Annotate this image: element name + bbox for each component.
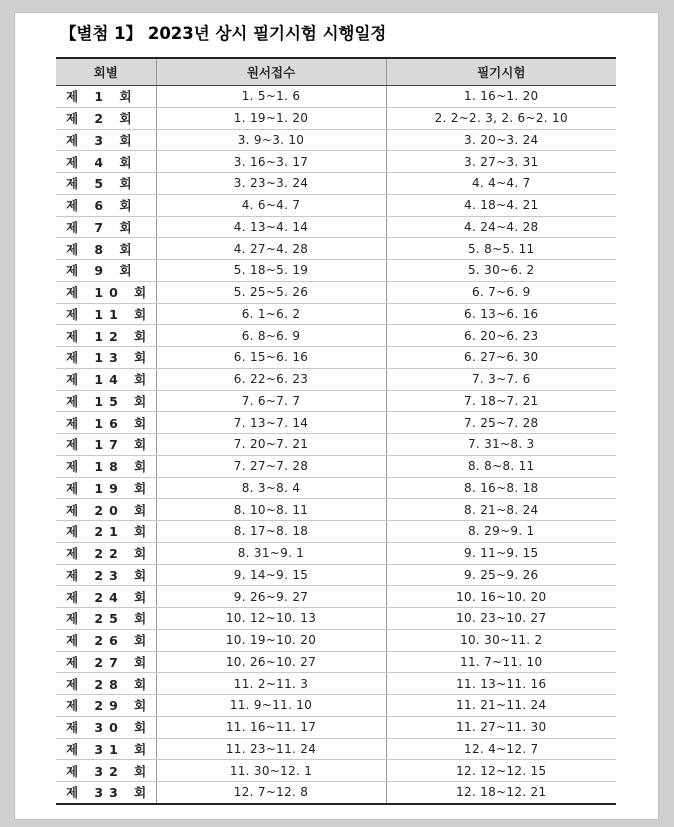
round-cell: 제 5 회 [56,173,156,195]
exam-date-cell: 3. 20~3. 24 [386,129,616,151]
application-date-cell: 6. 22~6. 23 [156,368,386,390]
round-cell: 제 22 회 [56,542,156,564]
exam-date-cell: 6. 7~6. 9 [386,281,616,303]
table-row [56,325,616,347]
application-date-cell: 5. 18~5. 19 [156,260,386,282]
round-cell: 제 14 회 [56,368,156,390]
exam-date-cell: 8. 8~8. 11 [386,455,616,477]
table-row [56,542,616,564]
table-row [56,695,616,717]
exam-date-cell: 10. 23~10. 27 [386,608,616,630]
round-cell: 제 16 회 [56,412,156,434]
table-row [56,608,616,630]
application-date-cell: 6. 1~6. 2 [156,303,386,325]
round-cell: 제 2 회 [56,107,156,129]
exam-date-cell: 12. 18~12. 21 [386,782,616,804]
round-cell: 제 31 회 [56,738,156,760]
application-date-cell: 3. 23~3. 24 [156,173,386,195]
table-header-row [56,58,616,86]
round-cell: 제 18 회 [56,455,156,477]
application-date-cell: 9. 14~9. 15 [156,564,386,586]
round-cell: 제 20 회 [56,499,156,521]
application-date-cell: 11. 9~11. 10 [156,695,386,717]
exam-date-cell: 10. 16~10. 20 [386,586,616,608]
round-cell: 제 6 회 [56,194,156,216]
round-cell: 제 29 회 [56,695,156,717]
application-date-cell: 5. 25~5. 26 [156,281,386,303]
table-row [56,564,616,586]
application-date-cell: 7. 13~7. 14 [156,412,386,434]
round-cell: 제 33 회 [56,782,156,804]
table-row [56,216,616,238]
round-cell: 제 12 회 [56,325,156,347]
table-row [56,86,616,108]
table-row [56,673,616,695]
round-cell: 제 1 회 [56,86,156,108]
round-cell: 제 27 회 [56,651,156,673]
exam-schedule-table [56,57,616,805]
table-row [56,782,616,804]
exam-date-cell: 11. 21~11. 24 [386,695,616,717]
round-cell: 제 4 회 [56,151,156,173]
table-row [56,477,616,499]
application-date-cell: 10. 26~10. 27 [156,651,386,673]
exam-date-cell: 7. 3~7. 6 [386,368,616,390]
table-row [56,194,616,216]
header-application: 원서접수 [156,58,386,86]
header-exam: 필기시험 [386,58,616,86]
table-row [56,434,616,456]
application-date-cell: 8. 17~8. 18 [156,521,386,543]
round-cell: 제 24 회 [56,586,156,608]
round-cell: 제 7 회 [56,216,156,238]
application-date-cell: 4. 13~4. 14 [156,216,386,238]
exam-date-cell: 3. 27~3. 31 [386,151,616,173]
exam-date-cell: 1. 16~1. 20 [386,86,616,108]
document-title: 【별첨 1】 2023년 상시 필기시험 시행일정 [60,24,387,43]
table-row [56,760,616,782]
exam-date-cell: 7. 18~7. 21 [386,390,616,412]
header-round: 회별 [56,58,156,86]
table-row [56,412,616,434]
application-date-cell: 4. 27~4. 28 [156,238,386,260]
application-date-cell: 11. 30~12. 1 [156,760,386,782]
round-cell: 제 3 회 [56,129,156,151]
application-date-cell: 7. 27~7. 28 [156,455,386,477]
exam-date-cell: 6. 20~6. 23 [386,325,616,347]
application-date-cell: 8. 31~9. 1 [156,542,386,564]
application-date-cell: 6. 15~6. 16 [156,347,386,369]
exam-date-cell: 6. 27~6. 30 [386,347,616,369]
round-cell: 제 32 회 [56,760,156,782]
exam-date-cell: 11. 7~11. 10 [386,651,616,673]
application-date-cell: 1. 5~1. 6 [156,86,386,108]
application-date-cell: 9. 26~9. 27 [156,586,386,608]
exam-date-cell: 11. 13~11. 16 [386,673,616,695]
table-body [56,86,616,804]
application-date-cell: 3. 16~3. 17 [156,151,386,173]
exam-date-cell: 4. 4~4. 7 [386,173,616,195]
round-cell: 제 30 회 [56,716,156,738]
round-cell: 제 26 회 [56,629,156,651]
table-row [56,390,616,412]
exam-date-cell: 10. 30~11. 2 [386,629,616,651]
exam-date-cell: 5. 8~5. 11 [386,238,616,260]
application-date-cell: 11. 2~11. 3 [156,673,386,695]
round-cell: 제 23 회 [56,564,156,586]
exam-date-cell: 12. 12~12. 15 [386,760,616,782]
round-cell: 제 10 회 [56,281,156,303]
table-row [56,151,616,173]
exam-date-cell: 6. 13~6. 16 [386,303,616,325]
application-date-cell: 3. 9~3. 10 [156,129,386,151]
table-row [56,455,616,477]
table-row [56,107,616,129]
application-date-cell: 8. 10~8. 11 [156,499,386,521]
table-row [56,586,616,608]
round-cell: 제 15 회 [56,390,156,412]
table-row [56,716,616,738]
application-date-cell: 8. 3~8. 4 [156,477,386,499]
table-row [56,368,616,390]
exam-date-cell: 8. 21~8. 24 [386,499,616,521]
exam-date-cell: 12. 4~12. 7 [386,738,616,760]
round-cell: 제 8 회 [56,238,156,260]
application-date-cell: 4. 6~4. 7 [156,194,386,216]
application-date-cell: 12. 7~12. 8 [156,782,386,804]
exam-date-cell: 8. 16~8. 18 [386,477,616,499]
table-row [56,260,616,282]
table-row [56,738,616,760]
exam-date-cell: 11. 27~11. 30 [386,716,616,738]
round-cell: 제 19 회 [56,477,156,499]
exam-date-cell: 9. 11~9. 15 [386,542,616,564]
table-row [56,629,616,651]
round-cell: 제 17 회 [56,434,156,456]
exam-date-cell: 4. 24~4. 28 [386,216,616,238]
round-cell: 제 11 회 [56,303,156,325]
application-date-cell: 11. 16~11. 17 [156,716,386,738]
round-cell: 제 13 회 [56,347,156,369]
table-row [56,303,616,325]
table-row [56,651,616,673]
table-row [56,238,616,260]
application-date-cell: 7. 6~7. 7 [156,390,386,412]
exam-date-cell: 7. 31~8. 3 [386,434,616,456]
table-row [56,173,616,195]
round-cell: 제 28 회 [56,673,156,695]
exam-date-cell: 2. 2~2. 3, 2. 6~2. 10 [386,107,616,129]
exam-date-cell: 9. 25~9. 26 [386,564,616,586]
application-date-cell: 10. 12~10. 13 [156,608,386,630]
application-date-cell: 10. 19~10. 20 [156,629,386,651]
exam-date-cell: 5. 30~6. 2 [386,260,616,282]
exam-date-cell: 7. 25~7. 28 [386,412,616,434]
application-date-cell: 7. 20~7. 21 [156,434,386,456]
document-page [15,13,658,819]
table-row [56,347,616,369]
table-row [56,129,616,151]
exam-date-cell: 8. 29~9. 1 [386,521,616,543]
table-row [56,281,616,303]
application-date-cell: 11. 23~11. 24 [156,738,386,760]
exam-date-cell: 4. 18~4. 21 [386,194,616,216]
table-row [56,499,616,521]
round-cell: 제 25 회 [56,608,156,630]
round-cell: 제 9 회 [56,260,156,282]
table-row [56,521,616,543]
application-date-cell: 6. 8~6. 9 [156,325,386,347]
application-date-cell: 1. 19~1. 20 [156,107,386,129]
round-cell: 제 21 회 [56,521,156,543]
